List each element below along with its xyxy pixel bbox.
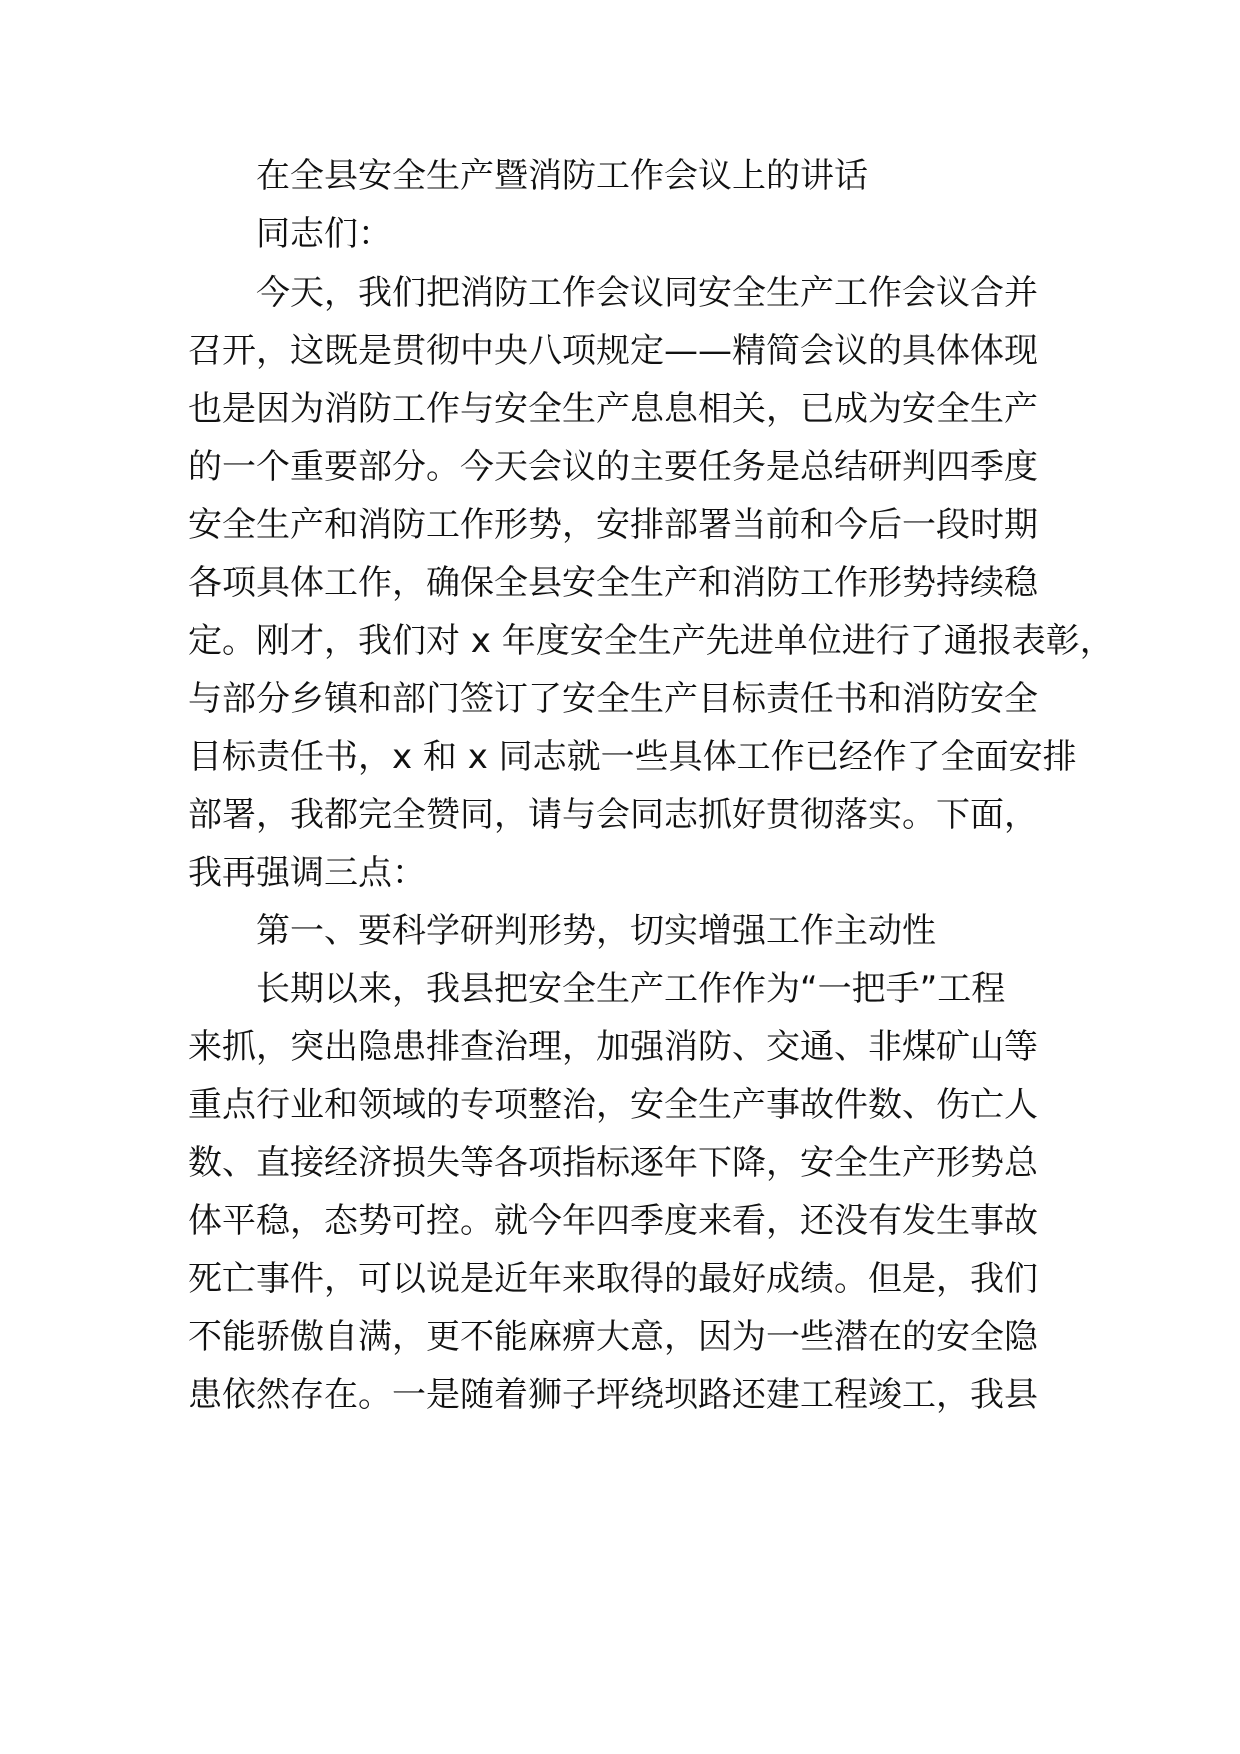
- paragraph-line: 死亡事件，可以说是近年来取得的最好成绩。但是，我们: [188, 1259, 1038, 1299]
- paragraph-line: 与部分乡镇和部门签订了安全生产目标责任书和消防安全: [188, 679, 1038, 719]
- paragraph-line: 各项具体工作，确保全县安全生产和消防工作形势持续稳: [188, 563, 1038, 603]
- paragraph-line: 我再强调三点：: [188, 853, 426, 893]
- section-heading: 第一、要科学研判形势，切实增强工作主动性: [256, 911, 936, 951]
- paragraph-line: 体平稳，态势可控。就今年四季度来看，还没有发生事故: [188, 1201, 1038, 1241]
- paragraph-line: 来抓，突出隐患排查治理，加强消防、交通、非煤矿山等: [188, 1027, 1038, 1067]
- paragraph-line: 定。刚才，我们对 x 年度安全生产先进单位进行了通报表彰，: [188, 621, 1114, 661]
- paragraph-line: 召开，这既是贯彻中央八项规定——精简会议的具体体现: [188, 331, 1038, 371]
- paragraph-line: 患依然存在。一是随着狮子坪绕坝路还建工程竣工，我县: [188, 1375, 1038, 1415]
- salutation: 同志们：: [256, 214, 392, 254]
- paragraph-line: 部署，我都完全赞同，请与会同志抓好贯彻落实。下面，: [188, 795, 1038, 835]
- paragraph-line: 也是因为消防工作与安全生产息息相关，已成为安全生产: [188, 389, 1038, 429]
- paragraph-line: 安全生产和消防工作形势，安排部署当前和今后一段时期: [188, 505, 1038, 545]
- paragraph-line: 数、直接经济损失等各项指标逐年下降，安全生产形势总: [188, 1143, 1038, 1183]
- paragraph-line: 目标责任书，x 和 x 同志就一些具体工作已经作了全面安排: [188, 737, 1077, 777]
- document-title: 在全县安全生产暨消防工作会议上的讲话: [256, 156, 868, 196]
- paragraph-line: 的一个重要部分。今天会议的主要任务是总结研判四季度: [188, 447, 1038, 487]
- paragraph-line: 今天，我们把消防工作会议同安全生产工作会议合并: [256, 273, 1038, 313]
- paragraph-line: 重点行业和领域的专项整治，安全生产事故件数、伤亡人: [188, 1085, 1038, 1125]
- paragraph-line: 长期以来，我县把安全生产工作作为“一把手”工程: [256, 969, 1006, 1009]
- paragraph-line: 不能骄傲自满，更不能麻痹大意，因为一些潜在的安全隐: [188, 1317, 1038, 1357]
